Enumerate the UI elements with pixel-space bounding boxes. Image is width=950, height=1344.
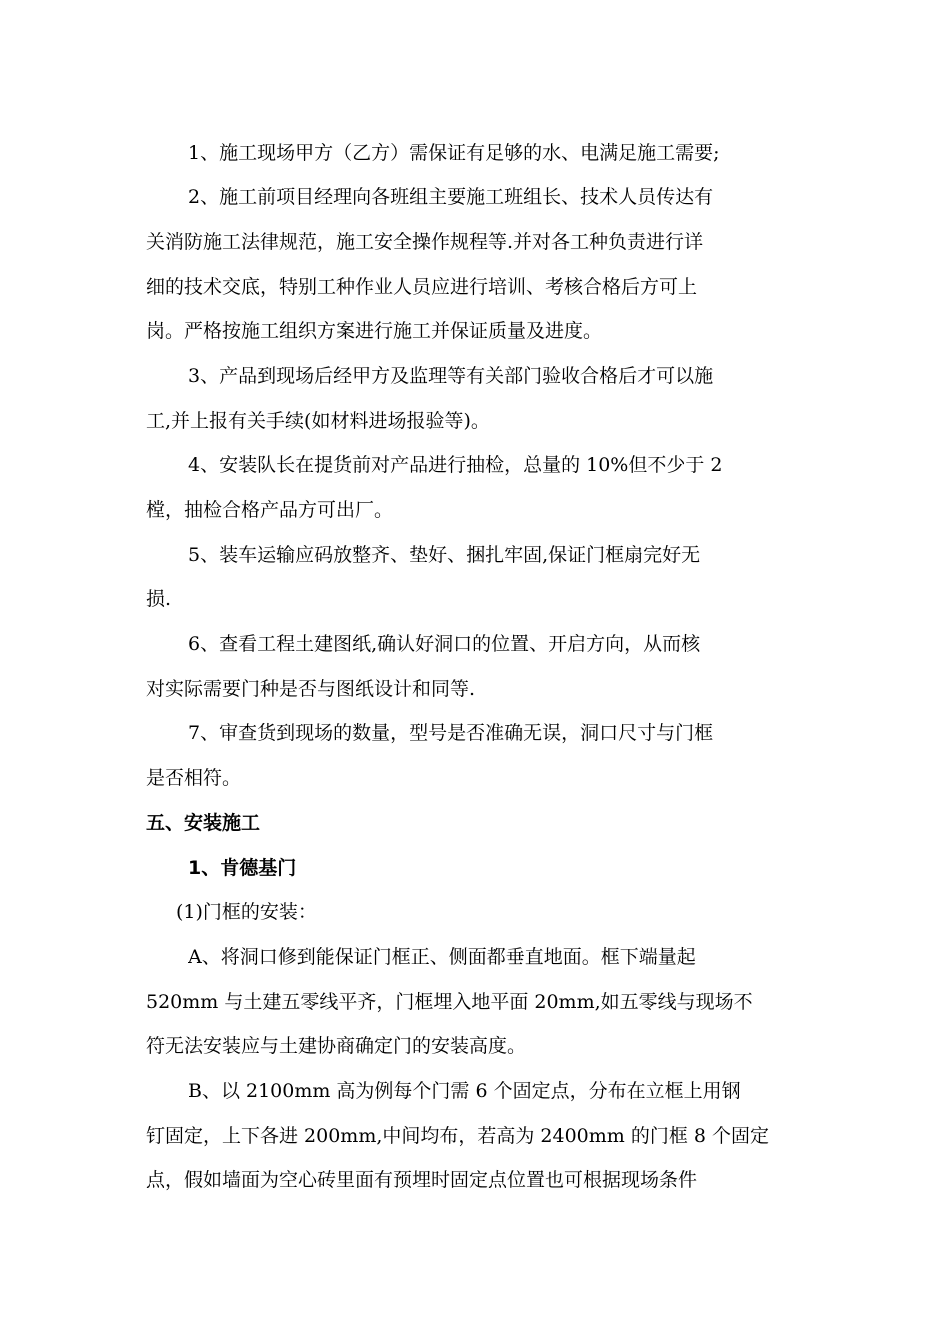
section-heading: 五、安装施工 <box>146 812 261 834</box>
item-5-line-2: 损. <box>146 588 172 610</box>
item-2-line-3: 细的技术交底，特别工种作业人员应进行培训、考核合格后方可上 <box>146 276 698 298</box>
item-3-line-1: 3、产品到现场后经甲方及监理等有关部门验收合格后才可以施 <box>188 365 714 387</box>
item-b-line-3: 点，假如墙面为空心砖里面有预埋时固定点位置也可根据现场条件 <box>146 1169 698 1191</box>
item-a-line-2: 520mm 与土建五零线平齐，门框埋入地平面 20mm,如五零线与现场不 <box>146 991 753 1013</box>
item-4-line-2: 樘，抽检合格产品方可出厂。 <box>146 499 394 521</box>
item-b-line-2: 钉固定，上下各进 200mm,中间均布，若高为 2400mm 的门框 8 个固定 <box>146 1125 770 1147</box>
item-6-line-1: 6、查看工程土建图纸,确认好洞口的位置、开启方向，从而核 <box>188 633 701 655</box>
subsection-heading: 1、肯德基门 <box>188 857 297 879</box>
item-2-line-1: 2、施工前项目经理向各班组主要施工班组长、技术人员传达有 <box>188 186 714 208</box>
item-2-line-4: 岗。严格按施工组织方案进行施工并保证质量及进度。 <box>146 320 603 342</box>
subitem-heading: (1)门框的安装： <box>176 901 317 923</box>
item-7-line-1: 7、审查货到现场的数量，型号是否准确无误，洞口尺寸与门框 <box>188 722 714 744</box>
item-4-line-1: 4、安装队长在提货前对产品进行抽检，总量的 10%但不少于 2 <box>188 454 723 476</box>
item-a-line-3: 符无法安装应与土建协商确定门的安装高度。 <box>146 1035 527 1057</box>
item-7-line-2: 是否相符。 <box>146 767 242 789</box>
item-a-line-1: A、将洞口修到能保证门框正、侧面都垂直地面。框下端量起 <box>188 946 696 968</box>
item-2-line-2: 关消防施工法律规范，施工安全操作规程等.并对各工种负责进行详 <box>146 231 704 253</box>
item-6-line-2: 对实际需要门种是否与图纸设计和同等. <box>146 678 476 700</box>
item-1-line-1: 1、施工现场甲方（乙方）需保证有足够的水、电满足施工需要; <box>188 142 720 164</box>
item-b-line-1: B、以 2100mm 高为例每个门需 6 个固定点，分布在立框上用钢 <box>188 1080 741 1102</box>
item-3-line-2: 工,并上报有关手续(如材料进场报验等)。 <box>146 410 490 432</box>
item-5-line-1: 5、装车运输应码放整齐、垫好、捆扎牢固,保证门框扇完好无 <box>188 544 701 566</box>
